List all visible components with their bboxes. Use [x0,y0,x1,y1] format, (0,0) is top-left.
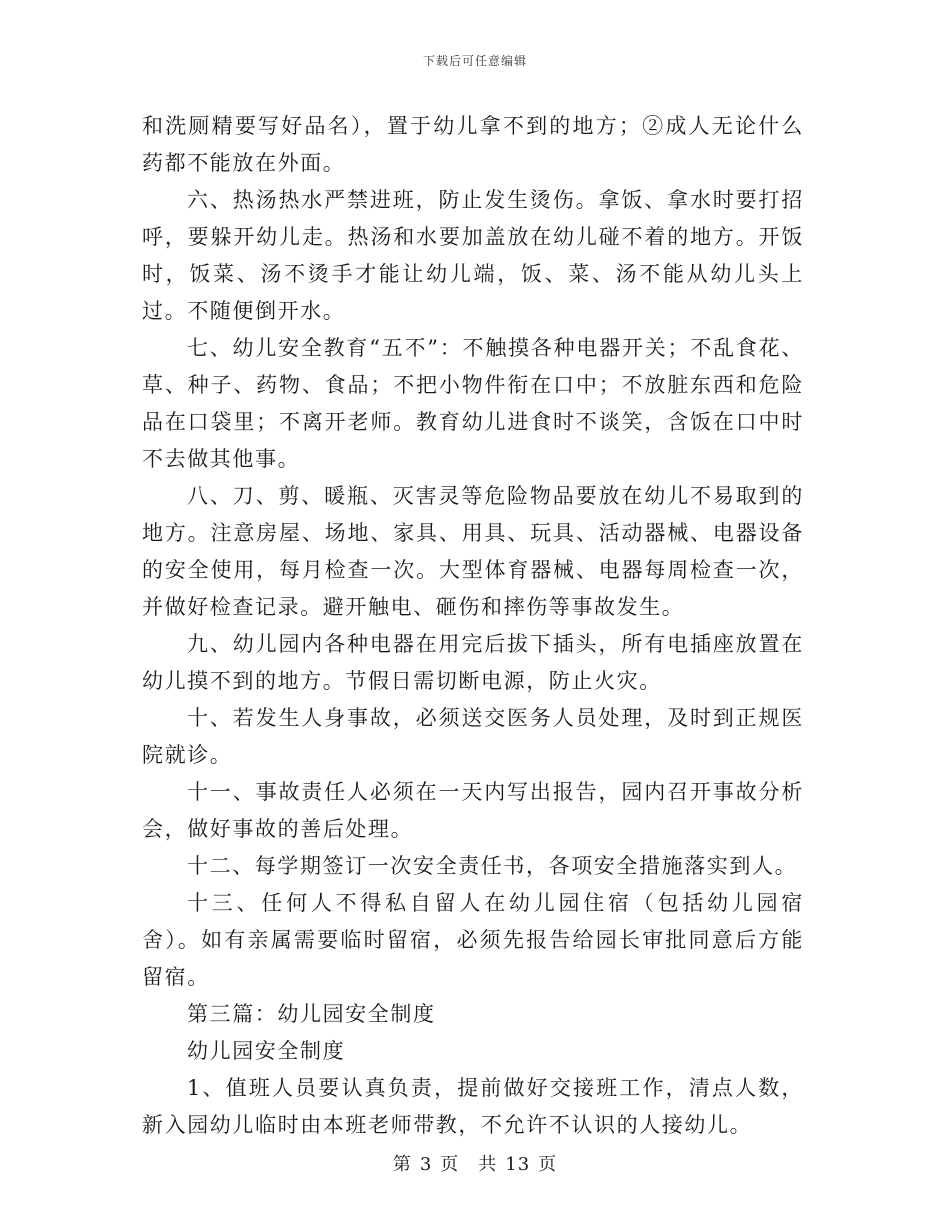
document-body [142,108,804,1144]
footer-suffix: 页 [538,1154,558,1175]
total-pages-number: 13 [505,1154,531,1175]
footer-middle: 页 共 [440,1154,498,1175]
paragraph-continuation: 和洗厕精要写好品名），置于幼儿拿不到的地方；②成人无论什么药都不能放在外面。 [142,114,804,175]
paragraph-item-9: 九、幼儿园内各种电器在用完后拔下插头，所有电插座放置在幼儿摸不到的地方。节假日需切断电源，防止火灾。 [142,632,804,693]
page-footer [0,1150,950,1176]
paragraph-item-8: 八、刀、剪、暖瓶、灭害灵等危险物品要放在幼儿不易取到的地方。注意房屋、场地、家具、用具、玩具、活动器械、电器设备的安全使用，每月检查一次。大型体育器械、电器每周检查一次，并做好检查记录。避开触电、砸伤和摔伤等事故发生。 [142,484,804,619]
paragraph-item-6: 六、热汤热水严禁进班，防止发生烫伤。拿饭、拿水时要打招呼，要躲开幼儿走。热汤和水要加盖放在幼儿碰不着的地方。开饭时，饭菜、汤不烫手才能让幼儿端，饭、菜、汤不能从幼儿头上过。不随便倒开水。 [142,188,804,323]
paragraph-item-11: 十一、事故责任人必须在一天内写出报告，园内召开事故分析会，做好事故的善后处理。 [142,780,804,841]
paragraph-item-13: 十三、任何人不得私自留人在幼儿园住宿（包括幼儿园宿舍）。如有亲属需要临时留宿，必须先报告给园长审批同意后方能留宿。 [142,891,804,989]
paragraph-item-7: 七、幼儿安全教育“五不”：不触摸各种电器开关；不乱食花、草、种子、药物、食品；不把小物件衔在口中；不放脏东西和危险品在口袋里；不离开老师。教育幼儿进食时不谈笑，含饭在口中时不去做其他事。 [142,336,804,471]
section-heading: 第三篇：幼儿园安全制度 [187,1002,436,1026]
current-page-number: 3 [419,1154,433,1175]
footer-prefix: 第 [392,1154,412,1175]
section-title: 幼儿园安全制度 [187,1039,346,1063]
paragraph-item-10: 十、若发生人身事故，必须送交医务人员处理，及时到正规医院就诊。 [142,706,804,767]
page-header: 下载后可任意编辑 [422,54,527,68]
paragraph-rule-1: 1、值班人员要认真负责，提前做好交接班工作，清点人数，新入园幼儿临时由本班老师带教，不允许不认识的人接幼儿。 [142,1076,804,1137]
paragraph-item-12: 十二、每学期签订一次安全责任书，各项安全措施落实到人。 [187,854,798,878]
